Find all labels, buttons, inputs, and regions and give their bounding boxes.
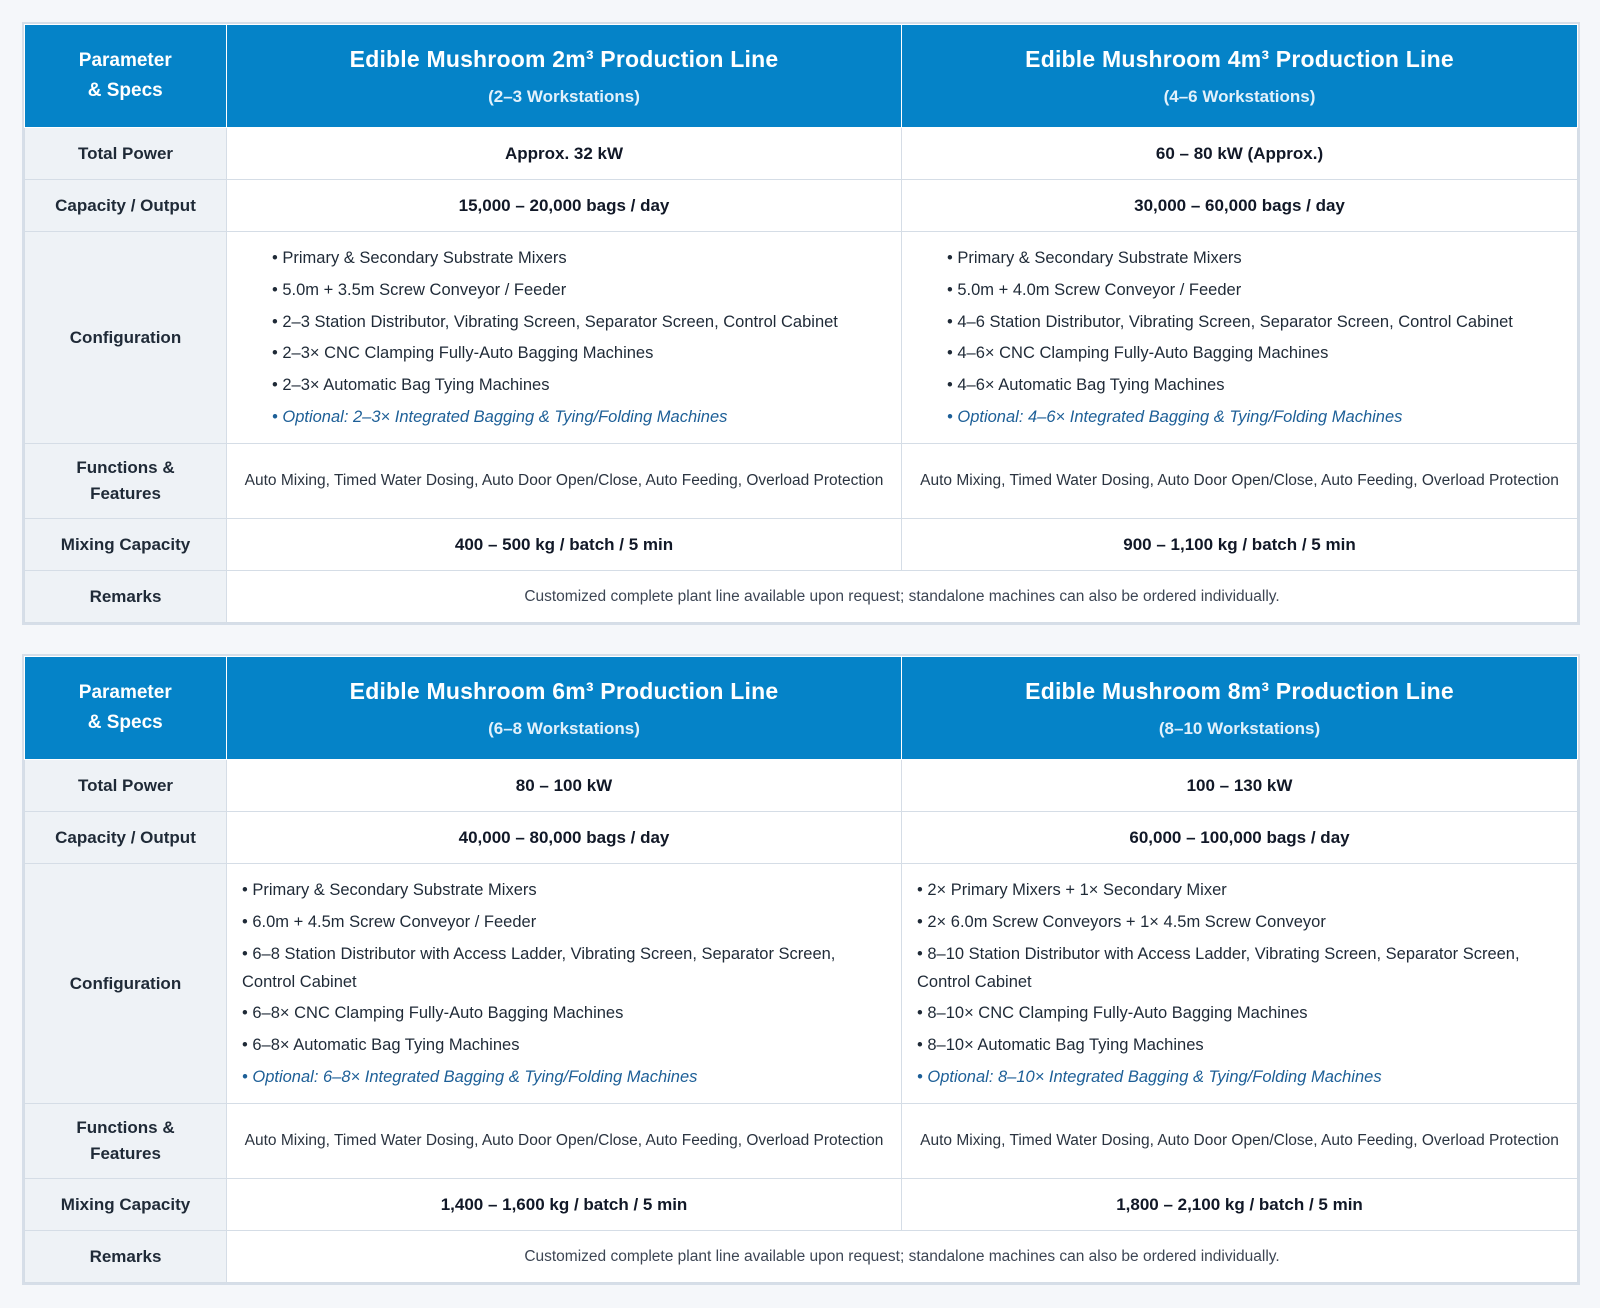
functions-value: Auto Mixing, Timed Water Dosing, Auto Door Open/Close, Auto Feeding, Overload Protection [902,1104,1578,1179]
functions-label [25,1104,227,1179]
workstations-subtitle: (8–10 Workstations) [1158,718,1321,738]
configuration-item: • 2× 6.0m Screw Conveyors + 1× 4.5m Screw Conveyor [917,908,1563,936]
configuration-item: • 6–8× Automatic Bag Tying Machines [242,1031,887,1059]
configuration-item: • 4–6× CNC Clamping Fully-Auto Bagging Machines [947,339,1569,367]
capacity-value: 60,000 – 100,000 bags / day [902,812,1578,864]
remarks-value: Customized complete plant line available upon request; standalone machines can also be ordered individually. [227,571,1578,623]
configuration-list [272,244,893,430]
configuration-item: • 8–10 Station Distributor with Access Ladder, Vibrating Screen, Separator Screen, Control Cabinet [917,940,1563,996]
parameter-header-line-2: & Specs [87,712,163,733]
configuration-list [947,244,1569,430]
workstations-subtitle: (2–3 Workstations) [488,86,640,106]
parameter-specs-header [25,657,227,760]
parameter-header-line-1: Parameter [78,682,172,703]
mixing-capacity-value: 1,800 – 2,100 kg / batch / 5 min [902,1179,1578,1231]
total-power-value: Approx. 32 kW [227,128,902,180]
production-line-title: Edible Mushroom 4m³ Production Line [1025,45,1454,72]
parameter-header-line-2: & Specs [87,80,163,101]
mixing-capacity-value: 400 – 500 kg / batch / 5 min [227,519,902,571]
capacity-row [25,180,1578,232]
configuration-item: • 2× Primary Mixers + 1× Secondary Mixer [917,876,1563,904]
configuration-label: Configuration [25,232,227,444]
parameter-specs-header [25,25,227,128]
configuration-item: • 6.0m + 4.5m Screw Conveyor / Feeder [242,908,887,936]
production-line-title: Edible Mushroom 2m³ Production Line [349,45,779,72]
workstations-subtitle: (4–6 Workstations) [1163,86,1316,106]
configuration-row [25,232,1578,444]
production-line-header-2m [227,25,902,128]
remarks-label: Remarks [25,1231,227,1283]
total-power-value: 80 – 100 kW [227,760,902,812]
mixing-capacity-label: Mixing Capacity [25,519,227,571]
configuration-item: • 4–6 Station Distributor, Vibrating Screen, Separator Screen, Control Cabinet [947,308,1569,336]
functions-label-line-1: Functions & [76,1118,175,1137]
configuration-item: • 4–6× Automatic Bag Tying Machines [947,371,1569,399]
mixing-capacity-row [25,519,1578,571]
mixing-capacity-label: Mixing Capacity [25,1179,227,1231]
capacity-value: 40,000 – 80,000 bags / day [227,812,902,864]
configuration-label: Configuration [25,864,227,1104]
functions-label [25,444,227,519]
total-power-row [25,128,1578,180]
configuration-cell [902,864,1578,1104]
spec-table-6m-8m [24,656,1578,1283]
production-line-header-6m [227,657,902,760]
configuration-item: • Primary & Secondary Substrate Mixers [242,876,887,904]
configuration-item: • 6–8 Station Distributor with Access Ladder, Vibrating Screen, Separator Screen, Control Cabinet [242,940,887,996]
optional-configuration-item: • Optional: 6–8× Integrated Bagging & Tying/Folding Machines [242,1063,887,1091]
mixing-capacity-value: 900 – 1,100 kg / batch / 5 min [902,519,1578,571]
functions-label-line-2: Features [90,484,161,503]
functions-label-line-2: Features [90,1144,161,1163]
production-line-title: Edible Mushroom 8m³ Production Line [1025,677,1454,704]
total-power-value: 60 – 80 kW (Approx.) [902,128,1578,180]
configuration-item: • 2–3 Station Distributor, Vibrating Screen, Separator Screen, Control Cabinet [272,308,893,336]
production-line-title: Edible Mushroom 6m³ Production Line [349,677,779,704]
functions-label-line-1: Functions & [76,458,175,477]
total-power-row [25,760,1578,812]
remarks-value: Customized complete plant line available upon request; standalone machines can also be ordered individually. [227,1231,1578,1283]
functions-value: Auto Mixing, Timed Water Dosing, Auto Door Open/Close, Auto Feeding, Overload Protection [902,444,1578,519]
configuration-item: • 8–10× Automatic Bag Tying Machines [917,1031,1563,1059]
configuration-list [242,876,887,1090]
workstations-subtitle: (6–8 Workstations) [488,718,640,738]
configuration-cell [902,232,1578,444]
configuration-list [917,876,1563,1090]
capacity-label: Capacity / Output [25,180,227,232]
parameter-header-line-1: Parameter [78,50,172,71]
header-row [25,25,1578,128]
configuration-cell [227,232,902,444]
total-power-label: Total Power [25,760,227,812]
spec-table-2m-4m [24,24,1578,623]
remarks-label: Remarks [25,571,227,623]
functions-row [25,444,1578,519]
configuration-item: • Primary & Secondary Substrate Mixers [947,244,1569,272]
configuration-item: • Primary & Secondary Substrate Mixers [272,244,893,272]
total-power-label: Total Power [25,128,227,180]
configuration-row [25,864,1578,1104]
capacity-label: Capacity / Output [25,812,227,864]
capacity-row [25,812,1578,864]
functions-value: Auto Mixing, Timed Water Dosing, Auto Door Open/Close, Auto Feeding, Overload Protection [227,1104,902,1179]
configuration-item: • 8–10× CNC Clamping Fully-Auto Bagging Machines [917,999,1563,1027]
optional-configuration-item: • Optional: 8–10× Integrated Bagging & Tying/Folding Machines [917,1063,1563,1091]
production-line-header-4m [902,25,1578,128]
configuration-item: • 5.0m + 3.5m Screw Conveyor / Feeder [272,276,893,304]
total-power-value: 100 – 130 kW [902,760,1578,812]
functions-row [25,1104,1578,1179]
mixing-capacity-value: 1,400 – 1,600 kg / batch / 5 min [227,1179,902,1231]
optional-configuration-item: • Optional: 4–6× Integrated Bagging & Tying/Folding Machines [947,403,1569,431]
configuration-item: • 5.0m + 4.0m Screw Conveyor / Feeder [947,276,1569,304]
configuration-item: • 2–3× Automatic Bag Tying Machines [272,371,893,399]
remarks-row [25,571,1578,623]
optional-configuration-item: • Optional: 2–3× Integrated Bagging & Tying/Folding Machines [272,403,893,431]
configuration-cell [227,864,902,1104]
configuration-item: • 6–8× CNC Clamping Fully-Auto Bagging Machines [242,999,887,1027]
header-row [25,657,1578,760]
capacity-value: 15,000 – 20,000 bags / day [227,180,902,232]
mixing-capacity-row [25,1179,1578,1231]
production-line-header-8m [902,657,1578,760]
functions-value: Auto Mixing, Timed Water Dosing, Auto Door Open/Close, Auto Feeding, Overload Protection [227,444,902,519]
configuration-item: • 2–3× CNC Clamping Fully-Auto Bagging Machines [272,339,893,367]
remarks-row [25,1231,1578,1283]
capacity-value: 30,000 – 60,000 bags / day [902,180,1578,232]
